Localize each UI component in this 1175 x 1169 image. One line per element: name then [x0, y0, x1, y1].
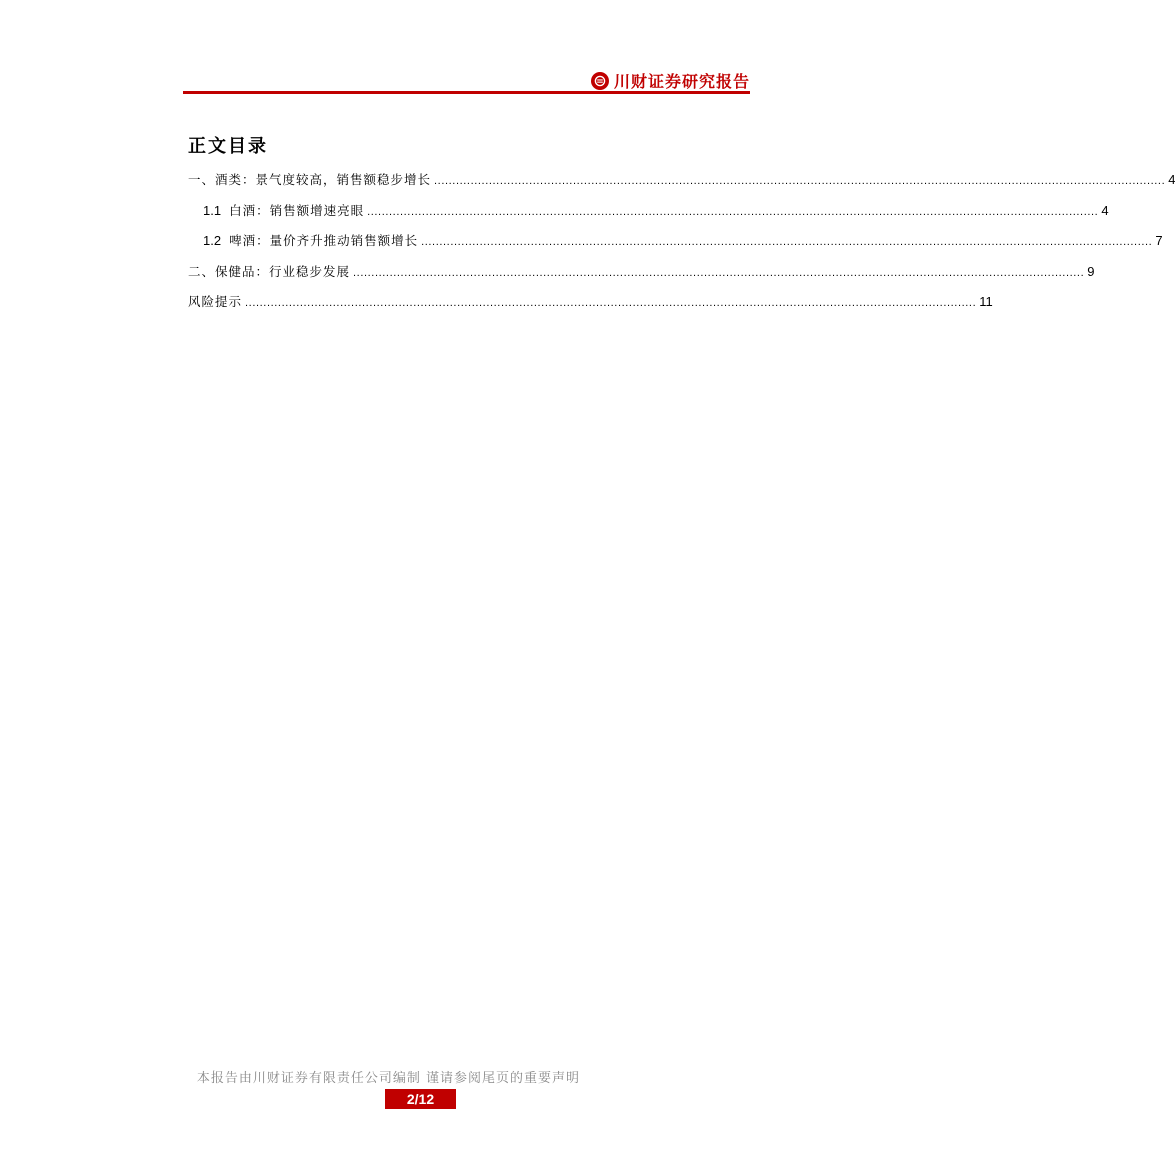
toc-entry-title: 一、酒类：景气度较高，销售额稳步增长	[188, 172, 432, 187]
toc-entry-title: 白酒：销售额增速亮眼	[229, 202, 365, 218]
page-number-badge: 2/12	[385, 1089, 456, 1109]
table-of-contents	[188, 170, 1175, 323]
toc-entry-page: 4	[1168, 172, 1175, 187]
toc-title: 正文目录	[188, 136, 268, 157]
toc-entry[interactable]	[188, 201, 1109, 232]
toc-entry[interactable]	[188, 292, 993, 323]
toc-entry[interactable]	[188, 231, 1163, 262]
toc-dot-leader: ........................................................................................................................................................................................................	[434, 175, 1166, 187]
toc-entry[interactable]	[188, 262, 1095, 293]
toc-entry-page: 4	[1101, 202, 1109, 218]
toc-entry-title: 风险提示	[188, 294, 243, 309]
brand-name: 川财证券研究报告	[613, 72, 750, 91]
footer-disclaimer: 本报告由川财证券有限责任公司编制 谨请参阅尾页的重要声明	[196, 1071, 581, 1086]
toc-entry-page: 11	[979, 294, 993, 309]
header-rule	[183, 91, 750, 94]
toc-entry-page: 7	[1155, 233, 1163, 248]
toc-dot-leader: ........................................................................................................................................................................................................	[245, 297, 977, 309]
toc-entry-number: 1.1	[203, 202, 222, 218]
report-header	[183, 62, 750, 94]
chuancai-logo-icon	[591, 72, 609, 90]
toc-entry-title: 啤酒：量价齐升推动销售额增长	[229, 233, 419, 248]
toc-dot-leader: ........................................................................................................................................................................................................	[353, 266, 1085, 279]
toc-entry[interactable]	[188, 170, 1175, 201]
toc-entry-number: 1.2	[203, 233, 222, 248]
toc-entry-title: 二、保健品：行业稳步发展	[188, 263, 351, 279]
toc-entry-page: 9	[1087, 263, 1095, 279]
toc-dot-leader: ........................................................................................................................................................................................................	[367, 205, 1099, 218]
brand	[591, 69, 750, 92]
toc-dot-leader: ........................................................................................................................................................................................................	[421, 236, 1153, 248]
